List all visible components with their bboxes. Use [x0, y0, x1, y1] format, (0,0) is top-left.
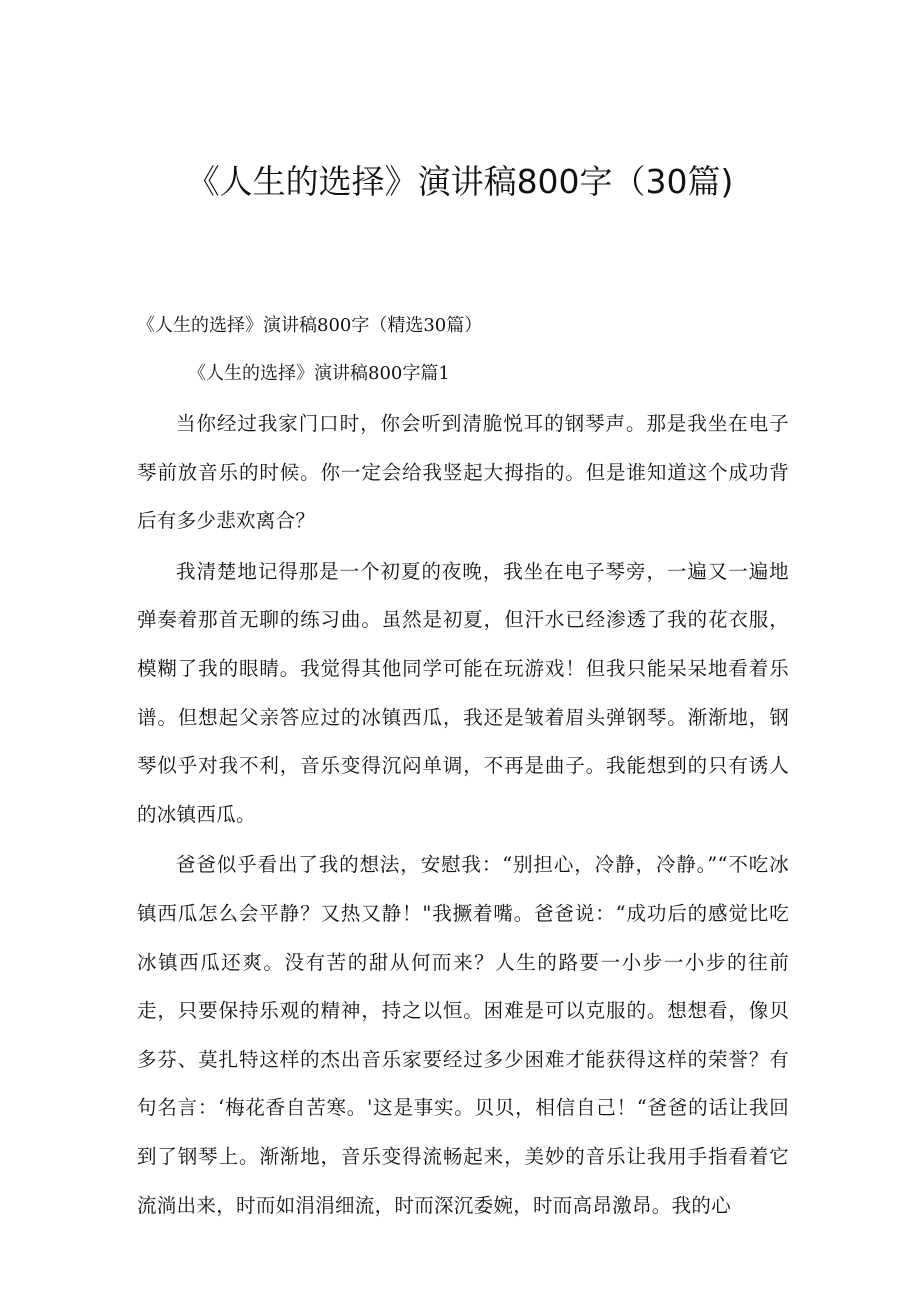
paragraph: 爸爸似乎看出了我的想法，安慰我：“别担心，冷静，冷静。”“不吃冰镇西瓜怎么会平静？又热又静！"我撅着嘴。爸爸说：“成功后的感觉比吃冰镇西瓜还爽。没有苦的甜从何而来？人生的路要一小步一小步的往前走，只要保持乐观的精神，持之以恒。困难是可以克服的。想想看，像贝多芬、莫扎特这样的杰出音乐家要经过多少困难才能获得这样的荣誉？有句名言：‘梅花香自苦寒。'这是事实。贝贝，相信自己！“爸爸的话让我回到了钢琴上。渐渐地，音乐变得流畅起来，美妙的音乐让我用手指看着它流淌出来，时而如涓涓细流，时而深沉委婉，时而高昂激昂。我的心 — [137, 853, 789, 1217]
paragraph: 当你经过我家门口时，你会听到清脆悦耳的钢琴声。那是我坐在电子琴前放音乐的时候。你一定会给我竖起大拇指的。但是谁知道这个成功背后有多少悲欢离合？ — [137, 412, 789, 533]
document-subtitle: 《人生的选择》演讲稿800字（精选30篇） — [137, 315, 483, 336]
body-text — [137, 400, 789, 1232]
section-heading: 《人生的选择》演讲稿800字篇1 — [188, 363, 450, 384]
paragraph: 我清楚地记得那是一个初夏的夜晚，我坐在电子琴旁，一遍又一遍地弹奏着那首无聊的练习曲。虽然是初夏，但汗水已经渗透了我的花衣服，模糊了我的眼睛。我觉得其他同学可能在玩游戏！但我只能呆呆地看着乐谱。但想起父亲答应过的冰镇西瓜，我还是皱着眉头弹钢琴。渐渐地，钢琴似乎对我不利，音乐变得沉闷单调，不再是曲子。我能想到的只有诱人的冰镇西瓜。 — [137, 559, 789, 826]
document-title: 《人生的选择》演讲稿800字（30篇) — [186, 162, 734, 201]
